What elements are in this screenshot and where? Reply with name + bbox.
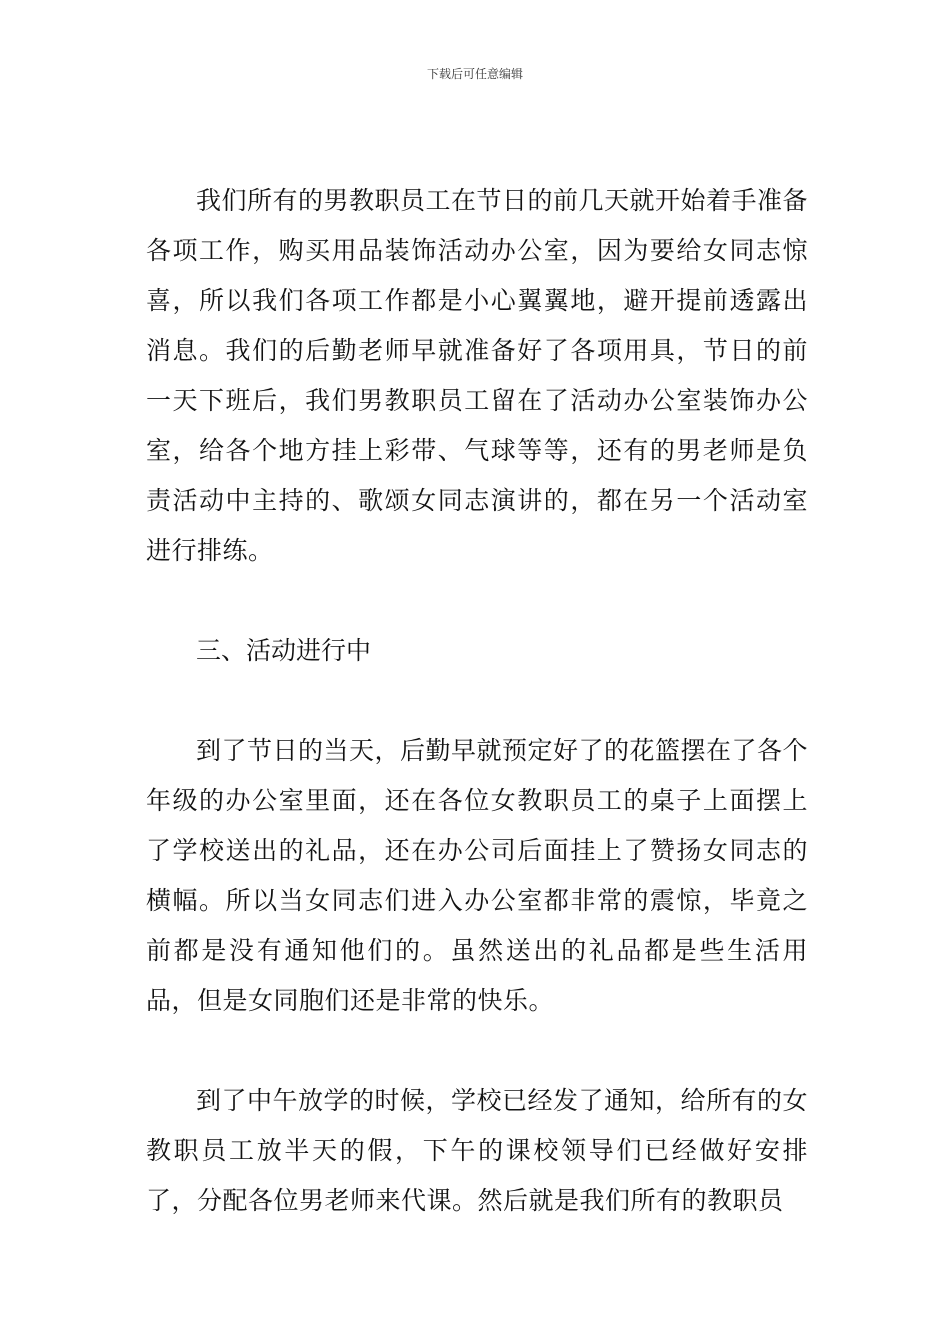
document-body <box>146 176 808 1276</box>
page-header: 下载后可任意编辑 <box>426 67 523 81</box>
section-heading: 三、活动进行中 <box>196 636 372 665</box>
paragraph: 到了中午放学的时候，学校已经发了通知，给所有的女教职员工放半天的假，下午的课校领导们已经做好安排了，分配各位男老师来代课。然后就是我们所有的教职员 <box>146 1086 809 1215</box>
paragraph: 到了节日的当天，后勤早就预定好了的花篮摆在了各个年级的办公室里面，还在各位女教职员工的桌子上面摆上了学校送出的礼品，还在办公司后面挂上了赞扬女同志的横幅。所以当女同志们进入办公室都非常的震惊，毕竟之前都是没有通知他们的。虽然送出的礼品都是些生活用品，但是女同胞们还是非常的快乐。 <box>146 736 809 1015</box>
paragraph: 我们所有的男教职员工在节日的前几天就开始着手准备各项工作，购买用品装饰活动办公室，因为要给女同志惊喜，所以我们各项工作都是小心翼翼地，避开提前透露出消息。我们的后勤老师早就准备好了各项用具，节日的前一天下班后，我们男教职员工留在了活动办公室装饰办公室，给各个地方挂上彩带、气球等等，还有的男老师是负责活动中主持的、歌颂女同志演讲的，都在另一个活动室进行排练。 <box>146 186 809 565</box>
